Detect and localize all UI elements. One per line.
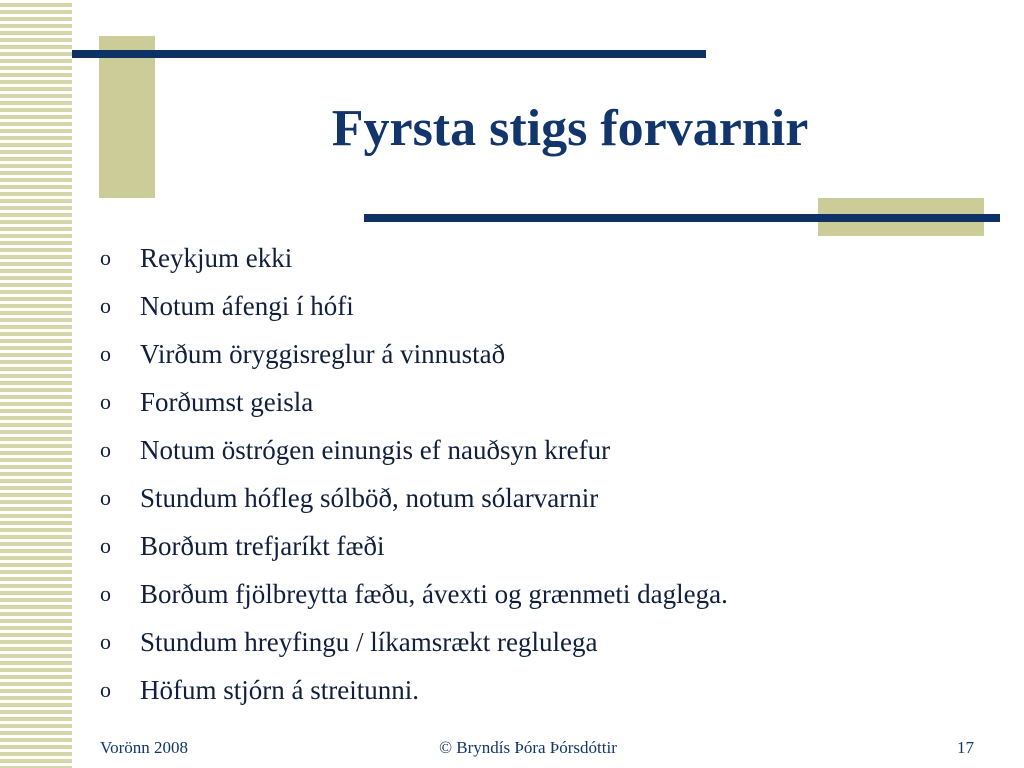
decorative-line-middle xyxy=(364,214,1000,222)
bullet-item xyxy=(100,378,1000,426)
bullet-circle-icon: o xyxy=(100,341,111,366)
bullet-circle-icon: o xyxy=(100,293,111,318)
bullet-circle-icon: o xyxy=(100,629,111,654)
bullet-text: Stundum hreyfingu / líkamsrækt reglulega xyxy=(140,626,598,657)
bullet-list xyxy=(100,234,1000,714)
bullet-text: Virðum öryggisreglur á vinnustað xyxy=(140,338,506,369)
bullet-circle-icon: o xyxy=(100,389,111,414)
bullet-item xyxy=(100,522,1000,570)
bullet-circle-icon: o xyxy=(100,245,111,270)
bullet-text: Reykjum ekki xyxy=(140,242,293,273)
decorative-line-top xyxy=(72,50,706,58)
bullet-circle-icon: o xyxy=(100,533,111,558)
bullet-circle-icon: o xyxy=(100,485,111,510)
footer-date: Vorönn 2008 xyxy=(100,738,188,757)
bullet-text: Notum áfengi í hófi xyxy=(140,290,354,321)
bullet-text: Borðum trefjaríkt fæði xyxy=(140,530,385,561)
left-striped-margin xyxy=(0,0,72,768)
bullet-item xyxy=(100,330,1000,378)
bullet-circle-icon: o xyxy=(100,581,111,606)
bullet-text: Höfum stjórn á streitunni. xyxy=(140,674,419,705)
bullet-text: Borðum fjölbreytta fæðu, ávexti og grænmeti daglega. xyxy=(140,578,728,609)
bullet-text: Forðumst geisla xyxy=(140,386,314,417)
slide-title: Fyrsta stigs forvarnir xyxy=(331,100,809,157)
bullet-circle-icon: o xyxy=(100,437,111,462)
footer-page-number: 17 xyxy=(957,738,974,757)
bullet-item xyxy=(100,426,1000,474)
bullet-item xyxy=(100,234,1000,282)
bullet-text: Notum östrógen einungis ef nauðsyn krefur xyxy=(140,434,611,465)
bullet-text: Stundum hófleg sólböð, notum sólarvarnir xyxy=(140,482,599,513)
bullet-circle-icon: o xyxy=(100,677,111,702)
footer-author: © Bryndís Þóra Þórsdóttir xyxy=(439,738,617,757)
bullet-item xyxy=(100,282,1000,330)
bullet-item xyxy=(100,570,1000,618)
bullet-item xyxy=(100,474,1000,522)
decorative-block-top xyxy=(99,36,155,198)
bullet-item xyxy=(100,618,1000,666)
bullet-item xyxy=(100,666,1000,714)
